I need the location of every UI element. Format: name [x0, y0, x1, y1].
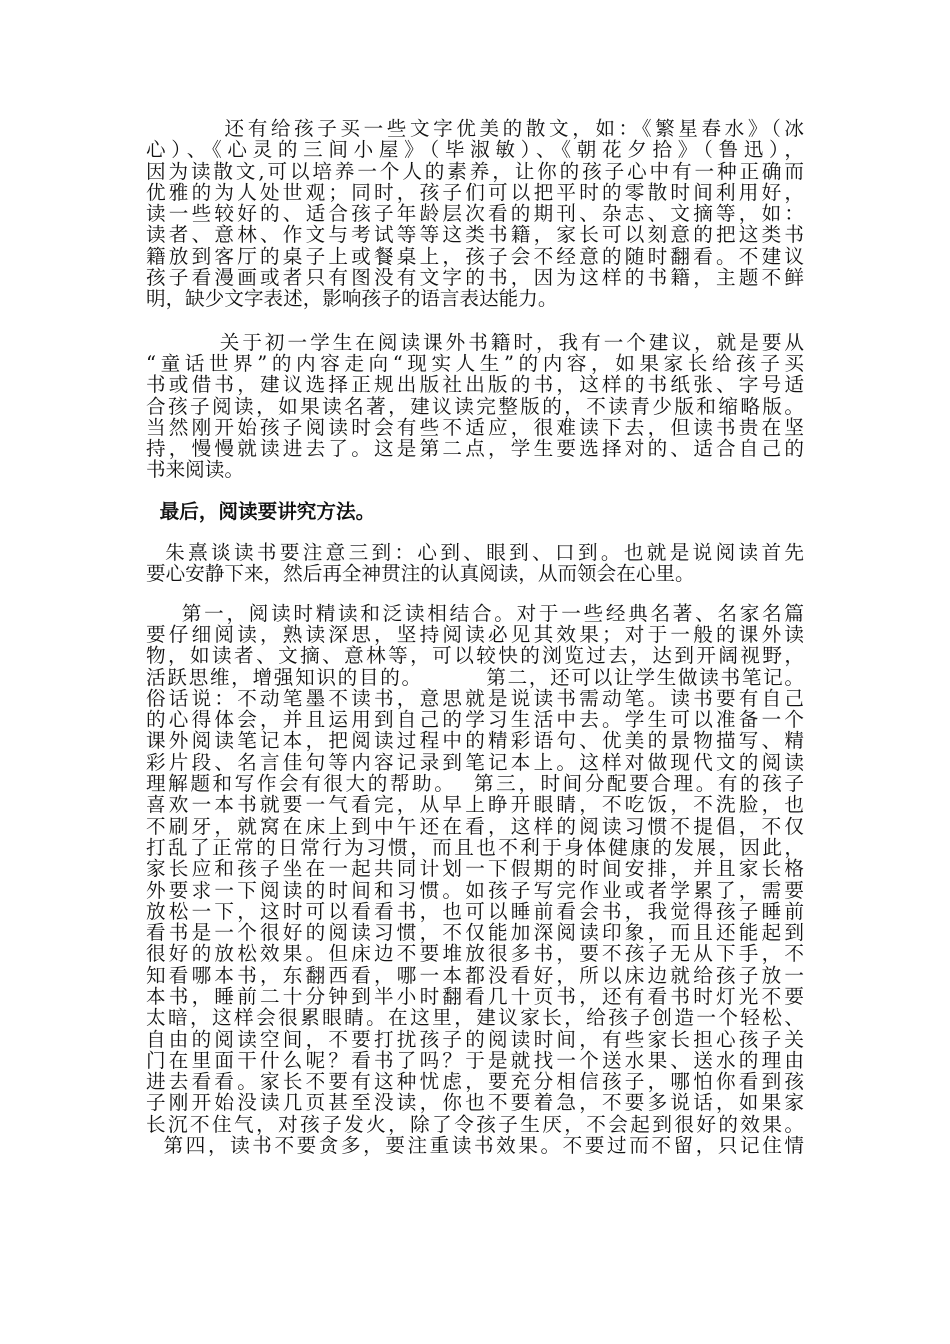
text-line: 俗话说：不动笔墨不读书，意思就是说读书需动笔。读书要有自己: [146, 686, 804, 710]
paragraph-prose-reading: [146, 118, 804, 310]
paragraph-gap: [146, 585, 804, 603]
text-line: “童话世界”的内容走向“现实人生”的内容，如果家长给孩子买: [146, 351, 804, 375]
text-line: 活跃思维，增强知识的目的。 第二，还可以让学生做读书笔记。: [146, 665, 804, 689]
text-line: 书来阅读。: [146, 458, 244, 482]
text-line: 喜欢一本书就要一气看完，从早上睁开眼睛，不吃饭，不洗脸，也: [146, 793, 804, 817]
text-line: 当然刚开始孩子阅读时会有些不适应，很难读下去，但读书贵在坚: [146, 415, 804, 439]
text-line: 要心安静下来，然后再全神贯注的认真阅读，从而领会在心里。: [146, 562, 695, 586]
text-line: 课外阅读笔记本，把阅读过程中的精彩语句、优美的景物描写、精: [146, 729, 804, 753]
text-line: 门在里面干什么呢？看书了吗？于是就找一个送水果、送水的理由: [146, 1048, 804, 1072]
text-line: 第一，阅读时精读和泛读相结合。对于一些经典名著、名家名篇: [146, 601, 804, 625]
text-line: 还有给孩子买一些文字优美的散文，如：《繁星春水》（冰: [146, 117, 804, 140]
text-line: 物，如读者、文摘、意林等，可以较快的浏览过去，达到开阔视野，: [146, 644, 804, 668]
text-line: 不刷牙，就窝在床上到中午还在看，这样的阅读习惯不提倡，不仅: [146, 814, 804, 838]
document-page: [146, 118, 804, 1156]
paragraph-reading-methods: [146, 603, 804, 1157]
text-line: 孩子看漫画或者只有图没有文字的书，因为这样的书籍，主题不鲜: [146, 266, 804, 290]
text-line: 长沉不住气，对孩子发火，除了令孩子生厌，不会起到很好的效果。: [146, 1112, 804, 1136]
text-line: 关于初一学生在阅读课外书籍时，我有一个建议，就是要从: [146, 330, 804, 354]
text-line: 书或借书，建议选择正规出版社出版的书，这样的书纸张、字号适: [146, 373, 804, 397]
text-line: 很好的放松效果。但床边不要堆放很多书，要不孩子无从下手，不: [146, 942, 804, 966]
text-line: 彩片段、名言佳句等内容记录到笔记本上。这样对做现代文的阅读: [146, 750, 804, 774]
paragraph-three-tos: [146, 542, 804, 585]
text-line: 本书，睡前二十分钟到半小时翻看几十页书，还有看书时灯光不要: [146, 984, 804, 1008]
text-line: 持，慢慢就读进去了。这是第二点，学生要选择对的、适合自己的: [146, 437, 804, 461]
text-line: 太暗，这样会很累眼睛。在这里，建议家长，给孩子创造一个轻松、: [146, 1006, 804, 1030]
paragraph-book-selection: [146, 332, 804, 481]
text-line: 合孩子阅读，如果读名著，建议读完整版的，不读青少版和缩略版。: [146, 394, 804, 418]
section-heading: 最后，阅读要讲究方法。: [146, 499, 376, 523]
text-line: 放松一下，这时可以看看书，也可以睡前看会书，我觉得孩子睡前: [146, 899, 804, 923]
paragraph-gap: [146, 522, 804, 542]
text-line: 知看哪本书，东翻西看，哪一本都没看好，所以床边就给孩子放一: [146, 963, 804, 987]
text-line: 优雅的为人处世观；同时，孩子们可以把平时的零散时间利用好，: [146, 180, 804, 204]
text-line: 朱熹谈读书要注意三到：心到、眼到、口到。也就是说阅读首先: [146, 541, 804, 565]
text-line: 子刚开始没读几页甚至没读，你也不要着急，不要多说话，如果家: [146, 1091, 804, 1115]
text-line: 打乱了正常的日常行为习惯，而且也不利于身体健康的发展，因此，: [146, 835, 804, 859]
text-line: 因为读散文,可以培养一个人的素养，让你的孩子心中有一种正确而: [146, 159, 804, 183]
text-line: 读者、意林、作文与考试等等这类书籍，家长可以刻意的把这类书: [146, 223, 804, 247]
text-line: 读一些较好的、适合孩子年龄层次看的期刊、杂志、文摘等，如：: [146, 202, 804, 226]
text-line: 心）、《心灵的三间小屋》（毕淑敏）、《朝花夕拾》（鲁迅），: [146, 138, 804, 162]
text-line: 自由的阅读空间，不要打扰孩子的阅读时间，有些家长担心孩子关: [146, 1027, 804, 1051]
paragraph-gap: [146, 481, 804, 501]
text-line: 看书是一个很好的阅读习惯，不仅能加深阅读印象，而且还能起到: [146, 921, 804, 945]
text-line: 理解题和写作会有很大的帮助。 第三，时间分配要合理。有的孩子: [146, 772, 804, 796]
text-line: 明，缺少文字表述，影响孩子的语言表达能力。: [146, 287, 558, 311]
text-line: 要仔细阅读，熟读深思，坚持阅读必见其效果；对于一般的课外读: [146, 622, 804, 646]
text-line: 的心得体会，并且运用到自己的学习生活中去。学生可以准备一个: [146, 708, 804, 732]
text-line: 籍放到客厅的桌子上或餐桌上，孩子会不经意的随时翻看。不建议: [146, 244, 804, 268]
paragraph-gap: [146, 310, 804, 332]
text-line: 进去看看。家长不要有这种忧虑，要充分相信孩子，哪怕你看到孩: [146, 1070, 804, 1094]
section-heading-method: [146, 501, 804, 522]
text-line: 家长应和孩子坐在一起共同计划一下假期的时间安排，并且家长格: [146, 857, 804, 881]
text-line: 外要求一下阅读的时间和习惯。如孩子写完作业或者学累了，需要: [146, 878, 804, 902]
text-line: 第四，读书不要贪多，要注重读书效果。不要过而不留，只记住情: [146, 1134, 804, 1158]
